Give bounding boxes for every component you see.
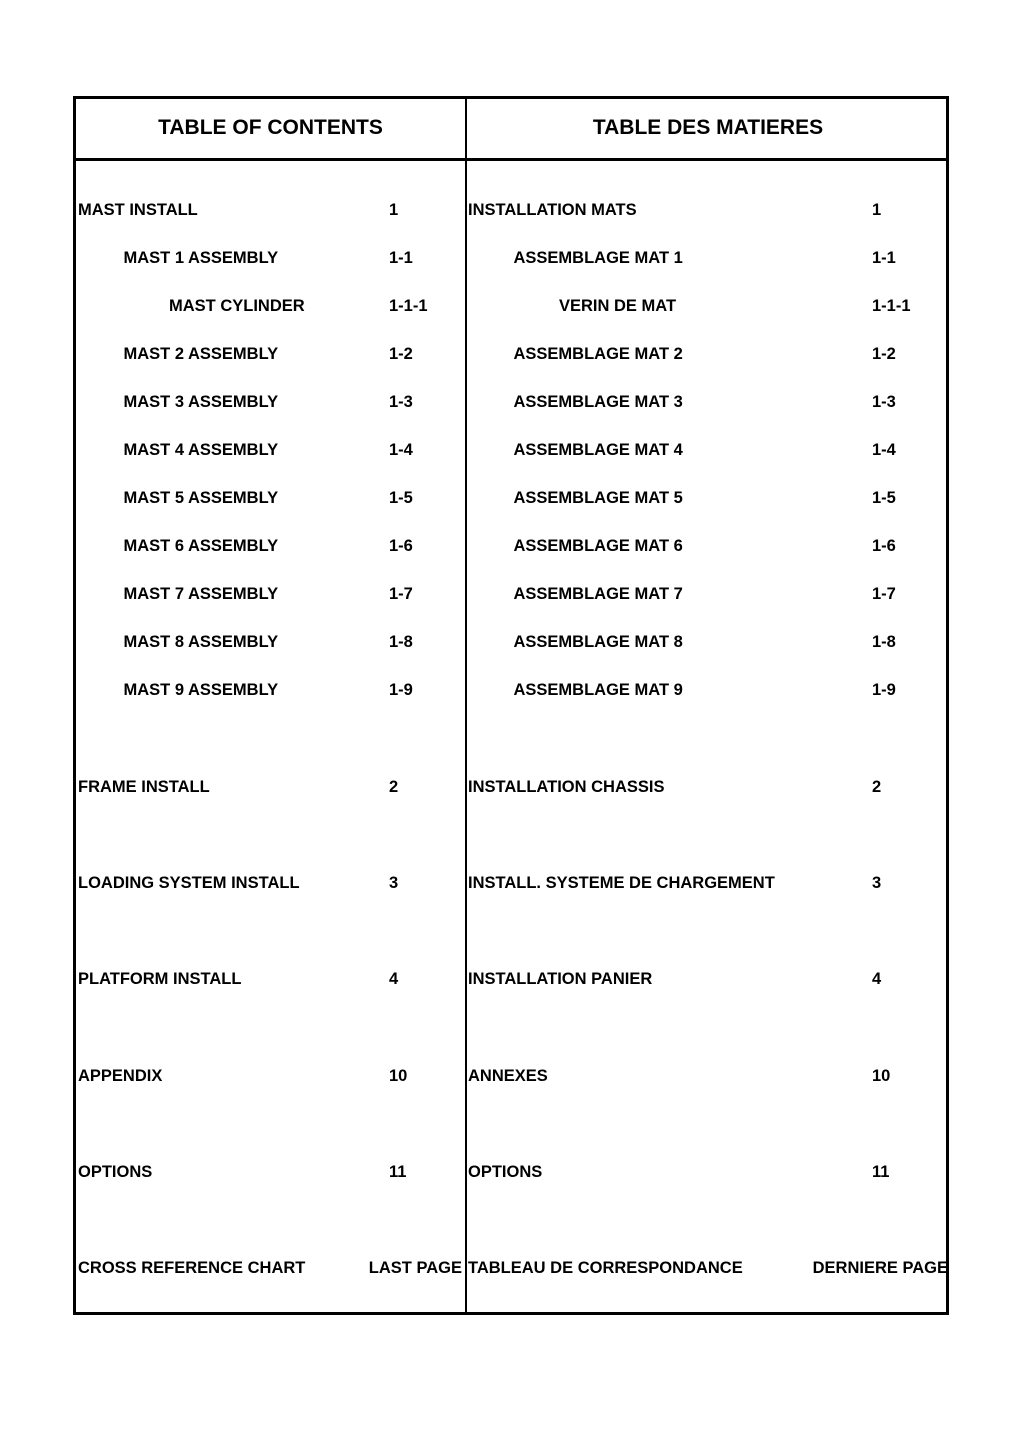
english-entry-title: MAST 4 ASSEMBLY <box>123 441 279 459</box>
english-entry-page: 1-6 <box>389 537 413 555</box>
french-entry-title: ASSEMBLAGE MAT 7 <box>513 585 683 603</box>
english-entry-page: 1-2 <box>389 345 413 363</box>
french-entry-page: 1 <box>872 201 882 219</box>
english-entry-page: 1-1 <box>389 249 413 267</box>
english-entry-title: LOADING SYSTEM INSTALL <box>78 874 300 892</box>
french-entry-title: ASSEMBLAGE MAT 1 <box>513 249 683 267</box>
french-entry-title: ASSEMBLAGE MAT 4 <box>513 441 683 459</box>
english-entry-page: 1 <box>389 201 399 219</box>
english-entry-title: MAST 8 ASSEMBLY <box>123 633 279 651</box>
english-entry-title: MAST 5 ASSEMBLY <box>123 489 279 507</box>
french-entry-page: 2 <box>872 778 882 796</box>
english-entry-title: MAST 3 ASSEMBLY <box>123 393 279 411</box>
english-entry-page: 11 <box>389 1163 407 1181</box>
english-entry-title: APPENDIX <box>78 1067 163 1085</box>
column-divider <box>465 99 467 1312</box>
french-entry-title: ASSEMBLAGE MAT 2 <box>513 345 683 363</box>
french-entry-page: 1-1 <box>872 249 896 267</box>
english-entry-title: MAST 6 ASSEMBLY <box>123 537 279 555</box>
english-heading: TABLE OF CONTENTS <box>158 116 383 139</box>
english-entry-page: 1-1-1 <box>389 297 428 315</box>
english-entry-title: FRAME INSTALL <box>78 778 210 796</box>
english-entry-title: MAST INSTALL <box>78 201 198 219</box>
english-entry-title: MAST 9 ASSEMBLY <box>123 681 279 699</box>
english-entry-page: 1-4 <box>389 441 413 459</box>
english-entry-page: LAST PAGE <box>368 1259 462 1277</box>
french-entry-page: 1-6 <box>872 537 896 555</box>
english-entry-title: MAST 7 ASSEMBLY <box>123 585 279 603</box>
english-entry-page: 10 <box>389 1067 408 1085</box>
french-entry-title: ASSEMBLAGE MAT 9 <box>513 681 683 699</box>
french-entry-page: DERNIERE PAGE <box>812 1259 948 1277</box>
english-entry-title: MAST CYLINDER <box>169 297 305 315</box>
french-entry-title: ANNEXES <box>468 1067 548 1085</box>
french-entry-title: ASSEMBLAGE MAT 5 <box>513 489 683 507</box>
french-entry-page: 1-4 <box>872 441 896 459</box>
french-entry-title: INSTALLATION PANIER <box>468 970 653 988</box>
french-entry-title: ASSEMBLAGE MAT 8 <box>513 633 683 651</box>
french-entry-title: INSTALLATION CHASSIS <box>468 778 665 796</box>
french-entry-page: 4 <box>872 970 882 988</box>
french-entry-page: 10 <box>872 1067 891 1085</box>
french-entry-page: 1-2 <box>872 345 896 363</box>
french-entry-page: 3 <box>872 874 882 892</box>
french-entry-page: 1-9 <box>872 681 896 699</box>
english-entry-page: 4 <box>389 970 399 988</box>
english-entry-title: PLATFORM INSTALL <box>78 970 242 988</box>
french-entry-title: ASSEMBLAGE MAT 6 <box>513 537 683 555</box>
french-entry-title: VERIN DE MAT <box>559 297 677 315</box>
french-entry-title: OPTIONS <box>468 1163 543 1181</box>
french-entry-page: 1-3 <box>872 393 896 411</box>
english-entry-title: CROSS REFERENCE CHART <box>78 1259 306 1277</box>
french-entry-page: 1-8 <box>872 633 896 651</box>
english-entry-title: MAST 1 ASSEMBLY <box>123 249 279 267</box>
header-divider <box>76 158 946 161</box>
english-entry-page: 1-3 <box>389 393 413 411</box>
french-entry-page: 1-1-1 <box>872 297 911 315</box>
french-entry-title: ASSEMBLAGE MAT 3 <box>513 393 683 411</box>
french-heading: TABLE DES MATIERES <box>592 116 824 139</box>
french-entry-title: INSTALL. SYSTEME DE CHARGEMENT <box>468 874 775 892</box>
english-entry-page: 1-9 <box>389 681 413 699</box>
french-entry-title: INSTALLATION MATS <box>468 201 637 219</box>
english-entry-title: MAST 2 ASSEMBLY <box>123 345 279 363</box>
english-entry-title: OPTIONS <box>78 1163 153 1181</box>
french-entry-page: 1-5 <box>872 489 896 507</box>
english-entry-page: 1-8 <box>389 633 413 651</box>
english-entry-page: 2 <box>389 778 399 796</box>
french-entry-title: TABLEAU DE CORRESPONDANCE <box>468 1259 743 1277</box>
french-entry-page: 1-7 <box>872 585 896 603</box>
table-of-contents <box>73 96 949 1315</box>
english-entry-page: 1-7 <box>389 585 413 603</box>
english-entry-page: 1-5 <box>389 489 413 507</box>
english-entry-page: 3 <box>389 874 399 892</box>
french-entry-page: 11 <box>872 1163 890 1181</box>
